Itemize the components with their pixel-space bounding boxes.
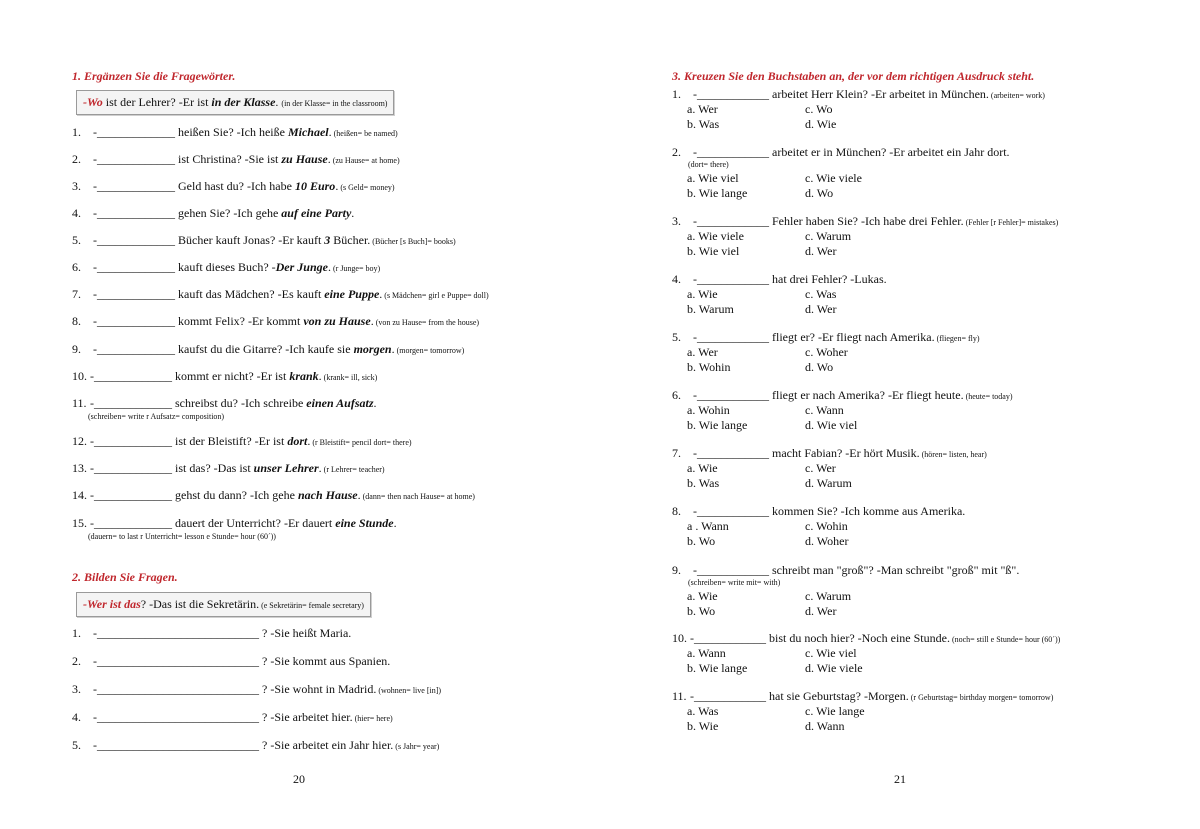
option-d: d. Wie viel — [805, 418, 858, 432]
answer-bold — [335, 516, 393, 530]
option-a: a. Wie — [687, 287, 718, 301]
exercise-line — [72, 314, 479, 329]
line-end: . — [307, 434, 311, 448]
vocab-gloss: (zu Hause= at home) — [330, 156, 400, 165]
question-text: ist das? -Das ist — [172, 461, 254, 475]
item-number: 9. — [672, 563, 681, 577]
item-number: 1. — [72, 626, 81, 640]
option-d: d. Wann — [805, 719, 845, 733]
question-text: kaufst du die Gitarre? -Ich kaufe sie — [175, 342, 354, 356]
answer-blank: -_____________ — [90, 287, 175, 301]
option-a: a. Wer — [687, 345, 718, 359]
option-d: d. Wer — [805, 302, 837, 316]
answer-blank: -_____________ — [90, 233, 175, 247]
question-line — [672, 214, 1058, 229]
example-answer: in der Klasse — [211, 95, 276, 109]
question-text: -____________ hat sie Geburtstag? -Morgen. — [690, 689, 909, 703]
item-number: 3. — [72, 682, 81, 696]
option-a: a. Wie — [687, 461, 718, 475]
exercise-line — [72, 626, 351, 641]
answer-text: morgen — [353, 342, 392, 356]
line-end: Bücher. — [330, 233, 371, 247]
line-end: . — [351, 206, 355, 220]
item-number: 5. — [672, 330, 681, 344]
question-text: -____________ Fehler haben Sie? -Ich habe drei Fehler. — [690, 214, 964, 228]
answer-text: unser Lehrer — [253, 461, 319, 475]
example-question-word: -Wo — [83, 95, 103, 109]
question-text: heißen Sie? -Ich heiße — [175, 125, 288, 139]
vocab-gloss: (s Mädchen= girl e Puppe= doll) — [382, 291, 489, 300]
exercise-line — [72, 738, 439, 753]
option-a: a. Wie viel — [687, 171, 739, 185]
answer-text: eine Puppe — [324, 287, 380, 301]
question-text: ist Christina? -Sie ist — [175, 152, 282, 166]
item-number: 8. — [672, 504, 681, 518]
answer-blank: -_____________ — [90, 488, 172, 502]
option-b: b. Wie lange — [687, 186, 748, 200]
answer-bold — [281, 206, 351, 220]
question-text: -___________________________ ? -Sie kommt aus Spanien. — [90, 654, 391, 668]
line-end: . — [318, 369, 322, 383]
option-b: b. Wie viel — [687, 244, 740, 258]
example-gloss: (e Sekretärin= female secretary) — [259, 601, 364, 610]
option-c: c. Warum — [805, 589, 852, 603]
vocab-note: (schreiben= write r Aufsatz= composition) — [88, 412, 225, 421]
right-page — [600, 0, 1200, 829]
item-number: 4. — [72, 710, 81, 724]
question-text: -___________________________ ? -Sie arbeitet ein Jahr hier. — [90, 738, 394, 752]
option-b: b. Wie — [687, 719, 719, 733]
option-d: d. Wie — [805, 117, 837, 131]
vocab-gloss: (r Junge= boy) — [330, 264, 381, 273]
option-a: a. Wer — [687, 102, 718, 116]
question-text: kommt er nicht? -Er ist — [172, 369, 290, 383]
answer-bold — [354, 342, 392, 356]
question-text: -___________________________ ? -Sie wohnt in Madrid. — [90, 682, 377, 696]
option-d: d. Wie viele — [805, 661, 863, 675]
exercise-line — [72, 179, 395, 194]
question-text: -___________________________ ? -Sie arbeitet hier. — [90, 710, 353, 724]
exercise-line — [72, 516, 397, 531]
answer-bold — [295, 179, 335, 193]
question-text: -____________ arbeitet er in München? -Er arbeitet ein Jahr dort. — [690, 145, 1010, 159]
question-text: dauert der Unterricht? -Er dauert — [172, 516, 336, 530]
vocab-gloss: (arbeiten= work) — [988, 91, 1045, 100]
option-d: d. Wo — [805, 360, 834, 374]
option-d: d. Woher — [805, 534, 849, 548]
answer-text: Der Junge — [275, 260, 328, 274]
option-b: b. Was — [687, 476, 720, 490]
question-text: -____________ kommen Sie? -Ich komme aus Amerika. — [690, 504, 966, 518]
answer-bold — [289, 369, 318, 383]
answer-text: Michael — [287, 125, 329, 139]
option-c: c. Was — [805, 287, 837, 301]
answer-text: auf eine Party — [281, 206, 352, 220]
question-line — [672, 87, 1045, 102]
vocab-gloss: (wohnen= live [in]) — [376, 686, 442, 695]
option-d: d. Wer — [805, 244, 837, 258]
item-number: 3. — [672, 214, 681, 228]
question-text: kauft dieses Buch? - — [175, 260, 276, 274]
question-text: Bücher kauft Jonas? -Er kauft — [175, 233, 325, 247]
vocab-gloss: (r Geburtstag= birthday morgen= tomorrow) — [908, 693, 1054, 702]
option-d: d. Wer — [805, 604, 837, 618]
item-number: 11. — [72, 396, 87, 410]
vocab-gloss: (Bücher [s Buch]= books) — [370, 237, 456, 246]
question-text: -____________ arbeitet Herr Klein? -Er arbeitet in München. — [690, 87, 989, 101]
item-number: 1. — [672, 87, 681, 101]
question-text: gehst du dann? -Ich gehe — [172, 488, 298, 502]
question-text: -____________ schreibt man "groß"? -Man schreibt "groß" mit "ß". — [690, 563, 1020, 577]
question-text: schreibst du? -Ich schreibe — [172, 396, 307, 410]
exercise-line — [72, 461, 385, 476]
answer-blank: -_____________ — [90, 206, 175, 220]
option-a: a. Wie — [687, 589, 718, 603]
vocab-gloss: (dann= then nach Hause= at home) — [360, 492, 475, 501]
answer-text: einen Aufsatz — [306, 396, 374, 410]
option-b: b. Wo — [687, 604, 716, 618]
exercise-line — [72, 125, 398, 140]
answer-blank: -_____________ — [90, 179, 175, 193]
line-end: . — [327, 260, 331, 274]
option-c: c. Woher — [805, 345, 848, 359]
item-number: 5. — [72, 738, 81, 752]
section-2-example — [76, 592, 371, 617]
option-d: d. Wo — [805, 186, 834, 200]
answer-blank: -_____________ — [90, 434, 172, 448]
line-end: . — [391, 342, 395, 356]
item-number: 7. — [672, 446, 681, 460]
option-c: c. Wie viel — [805, 646, 857, 660]
item-number: 10. — [672, 631, 687, 645]
option-b: b. Wohin — [687, 360, 731, 374]
vocab-gloss: (r Lehrer= teacher) — [321, 465, 385, 474]
vocab-gloss: (hören= listen, hear) — [919, 450, 987, 459]
vocab-gloss: (hier= here) — [352, 714, 393, 723]
line-end: . — [327, 152, 331, 166]
item-number: 2. — [72, 654, 81, 668]
answer-text: zu Hause — [281, 152, 328, 166]
option-b: b. Wie lange — [687, 418, 748, 432]
answer-text: krank — [289, 369, 319, 383]
exercise-line — [72, 260, 380, 275]
item-number: 10. — [72, 369, 87, 383]
exercise-line — [72, 369, 377, 384]
item-number: 7. — [72, 287, 81, 301]
section-2-title: 2. Bilden Sie Fragen. — [72, 570, 178, 584]
option-b: b. Was — [687, 117, 720, 131]
item-number: 6. — [672, 388, 681, 402]
item-number: 9. — [72, 342, 81, 356]
answer-blank: -_____________ — [90, 260, 175, 274]
vocab-gloss: (morgen= tomorrow) — [394, 346, 465, 355]
question-line — [672, 272, 887, 287]
answer-blank: -_____________ — [90, 516, 172, 530]
answer-bold — [298, 488, 358, 502]
vocab-note: (dauern= to last r Unterricht= lesson e Stunde= hour (60´)) — [88, 532, 276, 541]
example-end: . — [275, 95, 279, 109]
item-number: 4. — [72, 206, 81, 220]
example-rest: ist der Lehrer? -Er ist — [102, 95, 212, 109]
question-line — [672, 145, 1010, 160]
vocab-gloss: (heißen= be named) — [331, 129, 398, 138]
answer-blank: -_____________ — [90, 314, 175, 328]
item-number: 5. — [72, 233, 81, 247]
vocab-gloss: (Fehler [r Fehler]= mistakes) — [963, 218, 1059, 227]
answer-blank: -_____________ — [90, 396, 172, 410]
exercise-line — [72, 342, 464, 357]
question-text: kauft das Mädchen? -Es kauft — [175, 287, 325, 301]
question-line — [672, 388, 1013, 403]
line-end: . — [373, 396, 377, 410]
line-end: . — [318, 461, 322, 475]
answer-blank: -_____________ — [90, 461, 172, 475]
vocab-note: (dort= there) — [688, 160, 729, 169]
option-b: b. Wie lange — [687, 661, 748, 675]
line-end: . — [335, 179, 339, 193]
item-number: 6. — [72, 260, 81, 274]
question-line — [672, 504, 965, 519]
option-c: c. Wie viele — [805, 171, 862, 185]
question-line — [672, 330, 980, 345]
option-b: b. Wo — [687, 534, 716, 548]
question-line — [672, 689, 1053, 704]
item-number: 13. — [72, 461, 87, 475]
exercise-line — [72, 710, 393, 725]
section-1-example — [76, 90, 394, 115]
item-number: 4. — [672, 272, 681, 286]
answer-text: 10 Euro — [294, 179, 336, 193]
question-line — [672, 563, 1019, 578]
answer-blank: -_____________ — [90, 152, 175, 166]
option-c: c. Wann — [805, 403, 844, 417]
item-number: 15. — [72, 516, 87, 530]
vocab-gloss: (krank= ill, sick) — [321, 373, 378, 382]
exercise-line — [72, 682, 441, 697]
question-text: -____________ macht Fabian? -Er hört Musik. — [690, 446, 920, 460]
answer-bold — [287, 434, 307, 448]
example-gloss: (in der Klasse= in the classroom) — [281, 99, 388, 108]
answer-text: von zu Hause — [303, 314, 371, 328]
exercise-line — [72, 287, 489, 302]
option-c: c. Wie lange — [805, 704, 865, 718]
line-end: . — [328, 125, 332, 139]
vocab-gloss: (s Jahr= year) — [393, 742, 440, 751]
line-end: . — [357, 488, 361, 502]
answer-text: eine Stunde — [335, 516, 394, 530]
option-a: a . Wann — [687, 519, 729, 533]
option-d: d. Warum — [805, 476, 852, 490]
question-text: ist der Bleistift? -Er ist — [172, 434, 288, 448]
answer-text: 3 — [324, 233, 331, 247]
question-text: gehen Sie? -Ich gehe — [175, 206, 282, 220]
answer-blank: -_____________ — [90, 125, 175, 139]
page-number: 20 — [293, 772, 305, 786]
vocab-note: (schreiben= write mit= with) — [688, 578, 781, 587]
exercise-line — [72, 396, 377, 411]
exercise-line — [72, 206, 354, 221]
line-end: . — [379, 287, 383, 301]
answer-text: dort — [287, 434, 308, 448]
question-text: -___________________________ ? -Sie heißt Maria. — [90, 626, 352, 640]
page-number: 21 — [894, 772, 906, 786]
answer-blank: -_____________ — [90, 342, 175, 356]
option-a: a. Wie viele — [687, 229, 744, 243]
answer-bold — [281, 152, 327, 166]
vocab-gloss: (heute= today) — [963, 392, 1013, 401]
item-number: 12. — [72, 434, 87, 448]
example-rest: ? -Das ist die Sekretärin. — [140, 597, 260, 611]
answer-blank: -_____________ — [90, 369, 172, 383]
option-c: c. Warum — [805, 229, 852, 243]
answer-bold — [288, 125, 329, 139]
exercise-line — [72, 654, 390, 669]
option-c: c. Wer — [805, 461, 836, 475]
item-number: 8. — [72, 314, 81, 328]
question-text: -____________ fliegt er nach Amerika? -Er fliegt heute. — [690, 388, 964, 402]
question-line — [672, 631, 1060, 646]
option-a: a. Was — [687, 704, 719, 718]
option-a: a. Wohin — [687, 403, 730, 417]
section-3-title: 3. Kreuzen Sie den Buchstaben an, der vor dem richtigen Ausdruck steht. — [672, 69, 1035, 83]
item-number: 11. — [672, 689, 687, 703]
answer-bold — [303, 314, 370, 328]
question-text: -____________ hat drei Fehler? -Lukas. — [690, 272, 887, 286]
line-end: . — [393, 516, 397, 530]
line-end: . — [370, 314, 374, 328]
vocab-gloss: (s Geld= money) — [338, 183, 395, 192]
answer-bold — [306, 396, 373, 410]
option-c: c. Wo — [805, 102, 833, 116]
answer-text: nach Hause — [297, 488, 358, 502]
question-text: -____________ fliegt er? -Er fliegt nach Amerika. — [690, 330, 935, 344]
answer-bold — [276, 260, 328, 274]
question-text: kommt Felix? -Er kommt — [175, 314, 304, 328]
item-number: 2. — [672, 145, 681, 159]
item-number: 3. — [72, 179, 81, 193]
item-number: 14. — [72, 488, 87, 502]
section-1-title: 1. Ergänzen Sie die Fragewörter. — [72, 69, 236, 83]
vocab-gloss: (fliegen= fly) — [934, 334, 980, 343]
answer-bold — [254, 461, 319, 475]
question-text: -____________ bist du noch hier? -Noch eine Stunde. — [690, 631, 950, 645]
option-b: b. Warum — [687, 302, 734, 316]
exercise-line — [72, 233, 456, 248]
option-c: c. Wohin — [805, 519, 848, 533]
exercise-line — [72, 488, 475, 503]
exercise-line — [72, 434, 412, 449]
vocab-gloss: (noch= still e Stunde= hour (60´)) — [949, 635, 1061, 644]
example-question: -Wer ist das — [83, 597, 141, 611]
option-a: a. Wann — [687, 646, 726, 660]
item-number: 2. — [72, 152, 81, 166]
question-line — [672, 446, 987, 461]
vocab-gloss: (r Bleistift= pencil dort= there) — [310, 438, 412, 447]
exercise-line — [72, 152, 400, 167]
item-number: 1. — [72, 125, 81, 139]
vocab-gloss: (von zu Hause= from the house) — [373, 318, 480, 327]
question-text: Geld hast du? -Ich habe — [175, 179, 295, 193]
answer-bold — [324, 287, 379, 301]
